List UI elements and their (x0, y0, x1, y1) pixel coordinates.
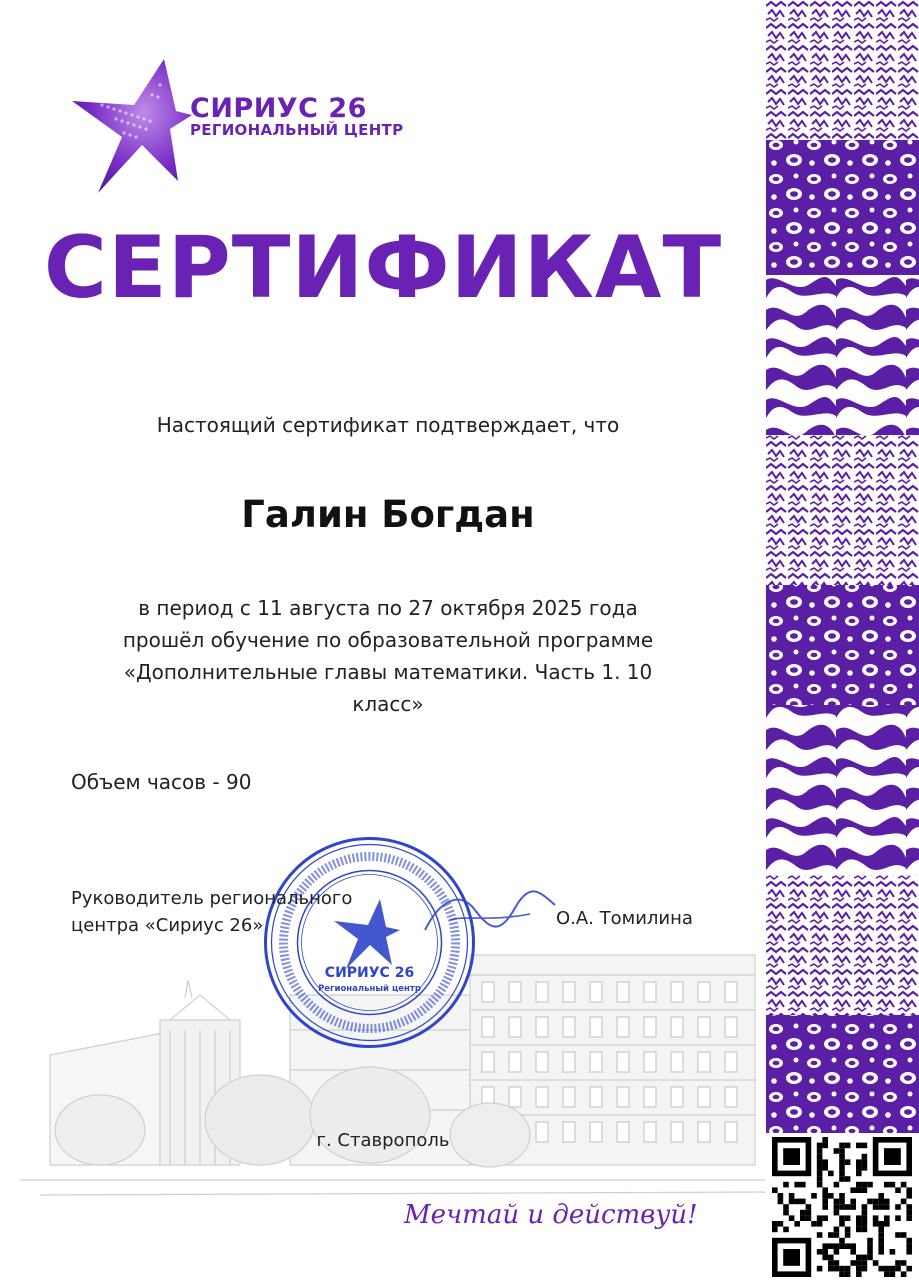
body-line: в период с 11 августа по 27 октября 2025 года (138, 596, 638, 620)
hours-text: Объем часов - 90 (71, 770, 252, 794)
confirm-text: Настоящий сертификат подтверждает, что (156, 413, 620, 437)
sirius-logo (72, 55, 412, 195)
program-description (60, 592, 716, 720)
official-stamp (262, 835, 477, 1050)
body-line: прошёл обучение по образовательной программе (122, 628, 654, 652)
certificate-title: СЕРТИФИКАТ (43, 218, 723, 318)
position-line: Руководитель регионального (71, 888, 353, 909)
star-icon (72, 55, 192, 195)
decorative-pattern-strip (766, 0, 919, 1280)
logo-subtitle: РЕГИОНАЛЬНЫЙ ЦЕНТР (190, 121, 404, 139)
body-line: «Дополнительные главы математики. Часть 1. 10 (123, 660, 653, 684)
position-line: центра «Сириус 26» (71, 915, 264, 936)
logo-title: СИРИУС 26 (190, 93, 367, 124)
qr-code[interactable] (766, 1133, 919, 1280)
recipient-name: Галин Богдан (241, 493, 535, 536)
stamp-title: СИРИУС 26 (324, 965, 415, 981)
signer-name: О.А. Томилина (556, 908, 693, 929)
motto-text: Мечтай и действуй! (404, 1200, 698, 1230)
body-line: класс» (352, 692, 424, 716)
city-text: г. Ставрополь (316, 1130, 450, 1151)
stamp-subtitle: Региональный центр (318, 984, 421, 994)
signatory-position (71, 885, 352, 939)
